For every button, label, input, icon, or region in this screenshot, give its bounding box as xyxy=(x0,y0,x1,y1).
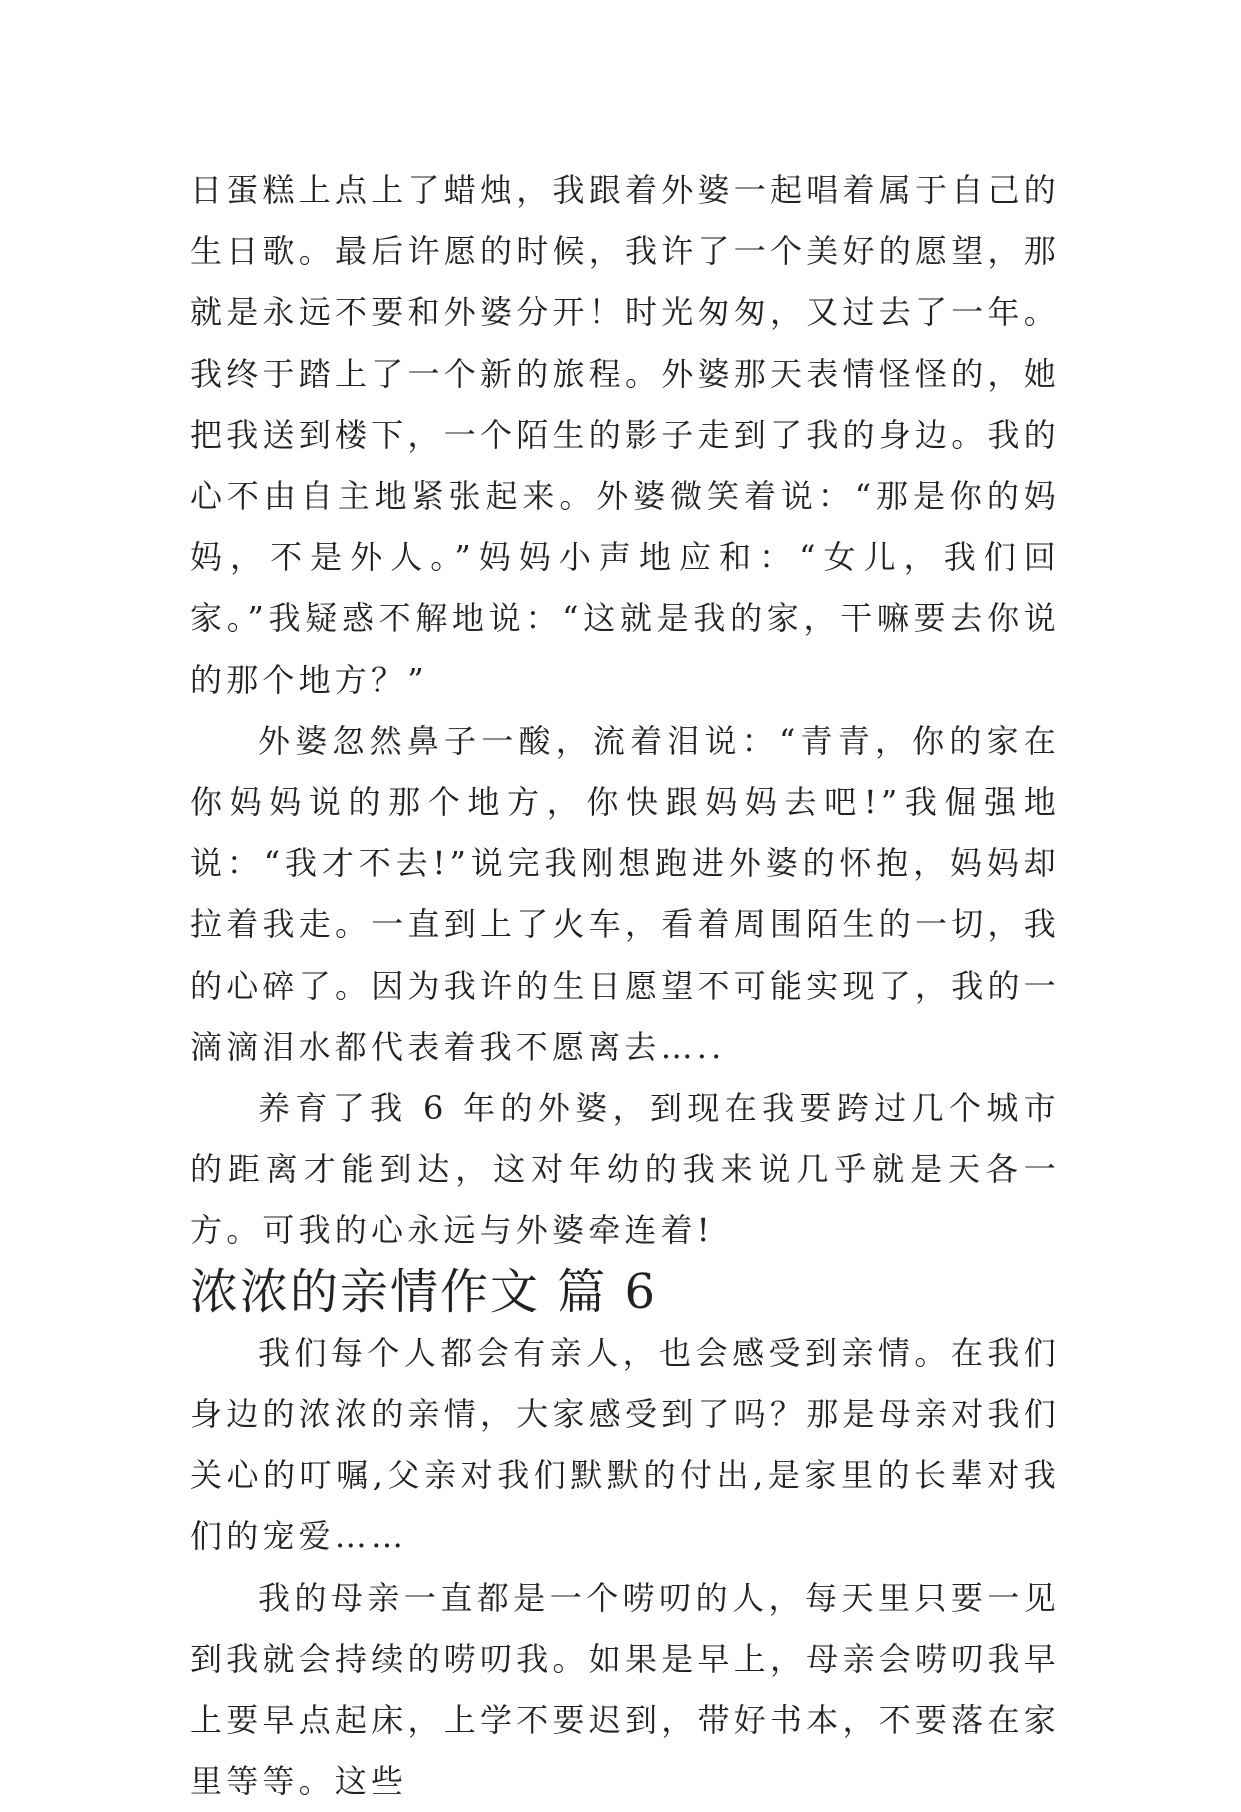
paragraph-3: 养育了我 6 年的外婆，到现在我要跨过几个城市的距离才能到达，这对年幼的我来说几乎就是天各一方。可我的心永远与外婆牵连着! xyxy=(190,1089,1060,1250)
paragraph-4: 我们每个人都会有亲人，也会感受到亲情。在我们身边的浓浓的亲情，大家感受到了吗？那是母亲对我们关心的叮嘱,父亲对我们默默的付出,是家里的长辈对我们的宠爱…… xyxy=(190,1333,1060,1556)
paragraph-2: 外婆忽然鼻子一酸，流着泪说：“青青，你的家在你妈妈说的那个地方，你快跟妈妈去吧!”我倔强地说：“我才不去!”说完我刚想跑进外婆的怀抱，妈妈却拉着我走。一直到上了火车，看着周围陌生的一切，我的心碎了。因为我许的生日愿望不可能实现了，我的一滴滴泪水都代表着我不愿离去….. xyxy=(190,721,1060,1066)
paragraph-1: 日蛋糕上点上了蜡烛，我跟着外婆一起唱着属于自己的生日歌。最后许愿的时候，我许了一个美好的愿望，那就是永远不要和外婆分开！时光匆匆，又过去了一年。我终于踏上了一个新的旅程。外婆那天表情怪怪的，她把我送到楼下，一个陌生的影子走到了我的身边。我的心不由自主地紧张起来。外婆微笑着说：“那是你的妈妈，不是外人。”妈妈小声地应和：“女儿，我们回家。”我疑惑不解地说：“这就是我的家，干嘛要去你说的那个地方？” xyxy=(190,171,1060,699)
paragraph-5: 我的母亲一直都是一个唠叨的人，每天里只要一见到我就会持续的唠叨我。如果是早上，母亲会唠叨我早上要早点起床，上学不要迟到，带好书本，不要落在家里等等。这些 xyxy=(190,1578,1060,1801)
document-body xyxy=(190,160,1060,1812)
section-heading: 浓浓的亲情作文 篇 6 xyxy=(190,1263,658,1320)
